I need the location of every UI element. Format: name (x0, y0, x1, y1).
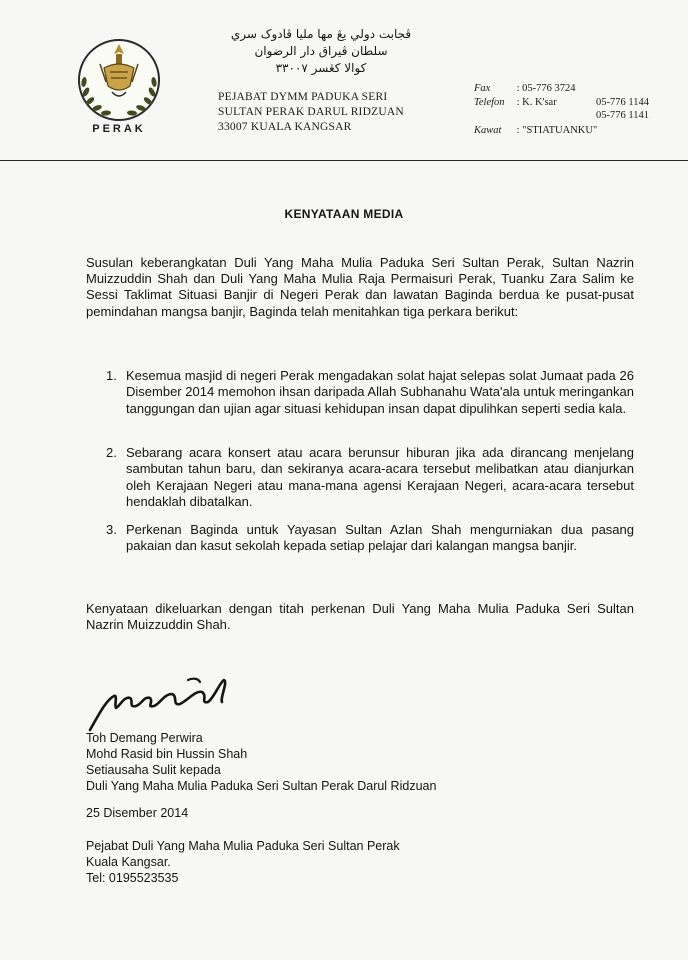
telefon-number: 05-776 1144 (596, 97, 649, 108)
document-title: KENYATAAN MEDIA (284, 207, 404, 221)
footer-line: Kuala Kangsar. (86, 855, 171, 869)
signoff-line: Setiausaha Sulit kepada (86, 763, 221, 777)
kawat-label: Kawat (474, 125, 502, 136)
item-number: 1. (106, 368, 117, 383)
item-number: 3. (106, 522, 117, 537)
address-line: PEJABAT DYMM PADUKA SERI (218, 91, 388, 103)
address-line: 33007 KUALA KANGSAR (218, 121, 352, 133)
signoff-line: Mohd Rasid bin Hussin Shah (86, 747, 248, 761)
fax-value: : 05-776 3724 (516, 83, 576, 94)
letterhead-address (218, 90, 404, 135)
address-line: SULTAN PERAK DARUL RIDZUAN (218, 106, 404, 118)
signoff-line: Duli Yang Maha Mulia Paduka Seri Sultan Perak Darul Ridzuan (86, 779, 437, 793)
crest-label: PERAK (92, 123, 146, 134)
jawi-heading (226, 26, 416, 82)
kawat-value: : "STIATUANKU" (516, 125, 598, 136)
jawi-line-3: كوالا كڠسر ٣٣٠٠٧ (275, 61, 367, 75)
closing-paragraph: Kenyataan dikeluarkan dengan titah perkenan Duli Yang Maha Mulia Paduka Seri Sultan Nazrin Muizzuddin Shah. (86, 601, 634, 633)
fax-label: Fax (474, 83, 491, 94)
jawi-line-2: سلطان ڤيراق دار الرضوان (254, 44, 388, 58)
list-item (100, 445, 634, 511)
list-item (100, 368, 634, 417)
fax-row (474, 83, 576, 94)
footer-block (86, 838, 400, 886)
kawat-row (474, 125, 597, 136)
item-text: Sebarang acara konsert atau acara berunsur hiburan jika ada dirancang menjelang sambutan tahun baru, dan sekiranya acara-acara tersebut melibatkan atau dianjurkan oleh Kerajaan Negeri atau mana-mana agensi Kerajaan Negeri, acara-acara tersebut hendaklah dibatalkan. (126, 445, 634, 510)
document-date: 25 Disember 2014 (86, 806, 189, 820)
item-text: Perkenan Baginda untuk Yayasan Sultan Azlan Shah mengurniakan dua pasang pakaian dan kasut sekolah kepada setiap pelajar dari kalangan mangsa banjir. (126, 522, 634, 554)
item-text: Kesemua masjid di negeri Perak mengadakan solat hajat selepas solat Jumaat pada 26 Disember 2014 memohon ihsan daripada Allah Subhanahu Wata'ala untuk meringankan tanggungan dan ujian agar situasi kehidupan insan dapat dipulihkan seperti sedia kala. (126, 368, 634, 416)
item-number: 2. (106, 445, 117, 460)
signature-icon (84, 676, 234, 736)
intro-paragraph: Susulan keberangkatan Duli Yang Maha Mulia Paduka Seri Sultan Perak, Sultan Nazrin Muizzuddin Shah dan Duli Yang Maha Mulia Raja Permaisuri Perak, Tuanku Zara Salim ke Sessi Taklimat Situasi Banjir di Negeri Perak dan lawatan Baginda berdua ke pusat-pusat pemindahan mangsa banjir, Baginda telah menitahkan tiga perkara berikut: (86, 255, 634, 319)
letterhead (0, 0, 688, 161)
signoff-line: Toh Demang Perwira (86, 731, 203, 745)
telefon-label: Telefon (474, 97, 505, 108)
jawi-line-1: ڤجابت دولي يڠ مها مليا ڤادوک سري (230, 27, 412, 41)
telefon-row (474, 97, 557, 108)
footer-line: Tel: 0195523535 (86, 871, 179, 885)
perak-crest-icon (70, 34, 168, 134)
telefon-number: 05-776 1141 (596, 110, 649, 121)
list-item (100, 522, 634, 555)
telefon-value: : K. K'sar (516, 97, 557, 108)
footer-line: Pejabat Duli Yang Maha Mulia Paduka Seri Sultan Perak (86, 839, 400, 853)
signoff-block (86, 730, 436, 794)
